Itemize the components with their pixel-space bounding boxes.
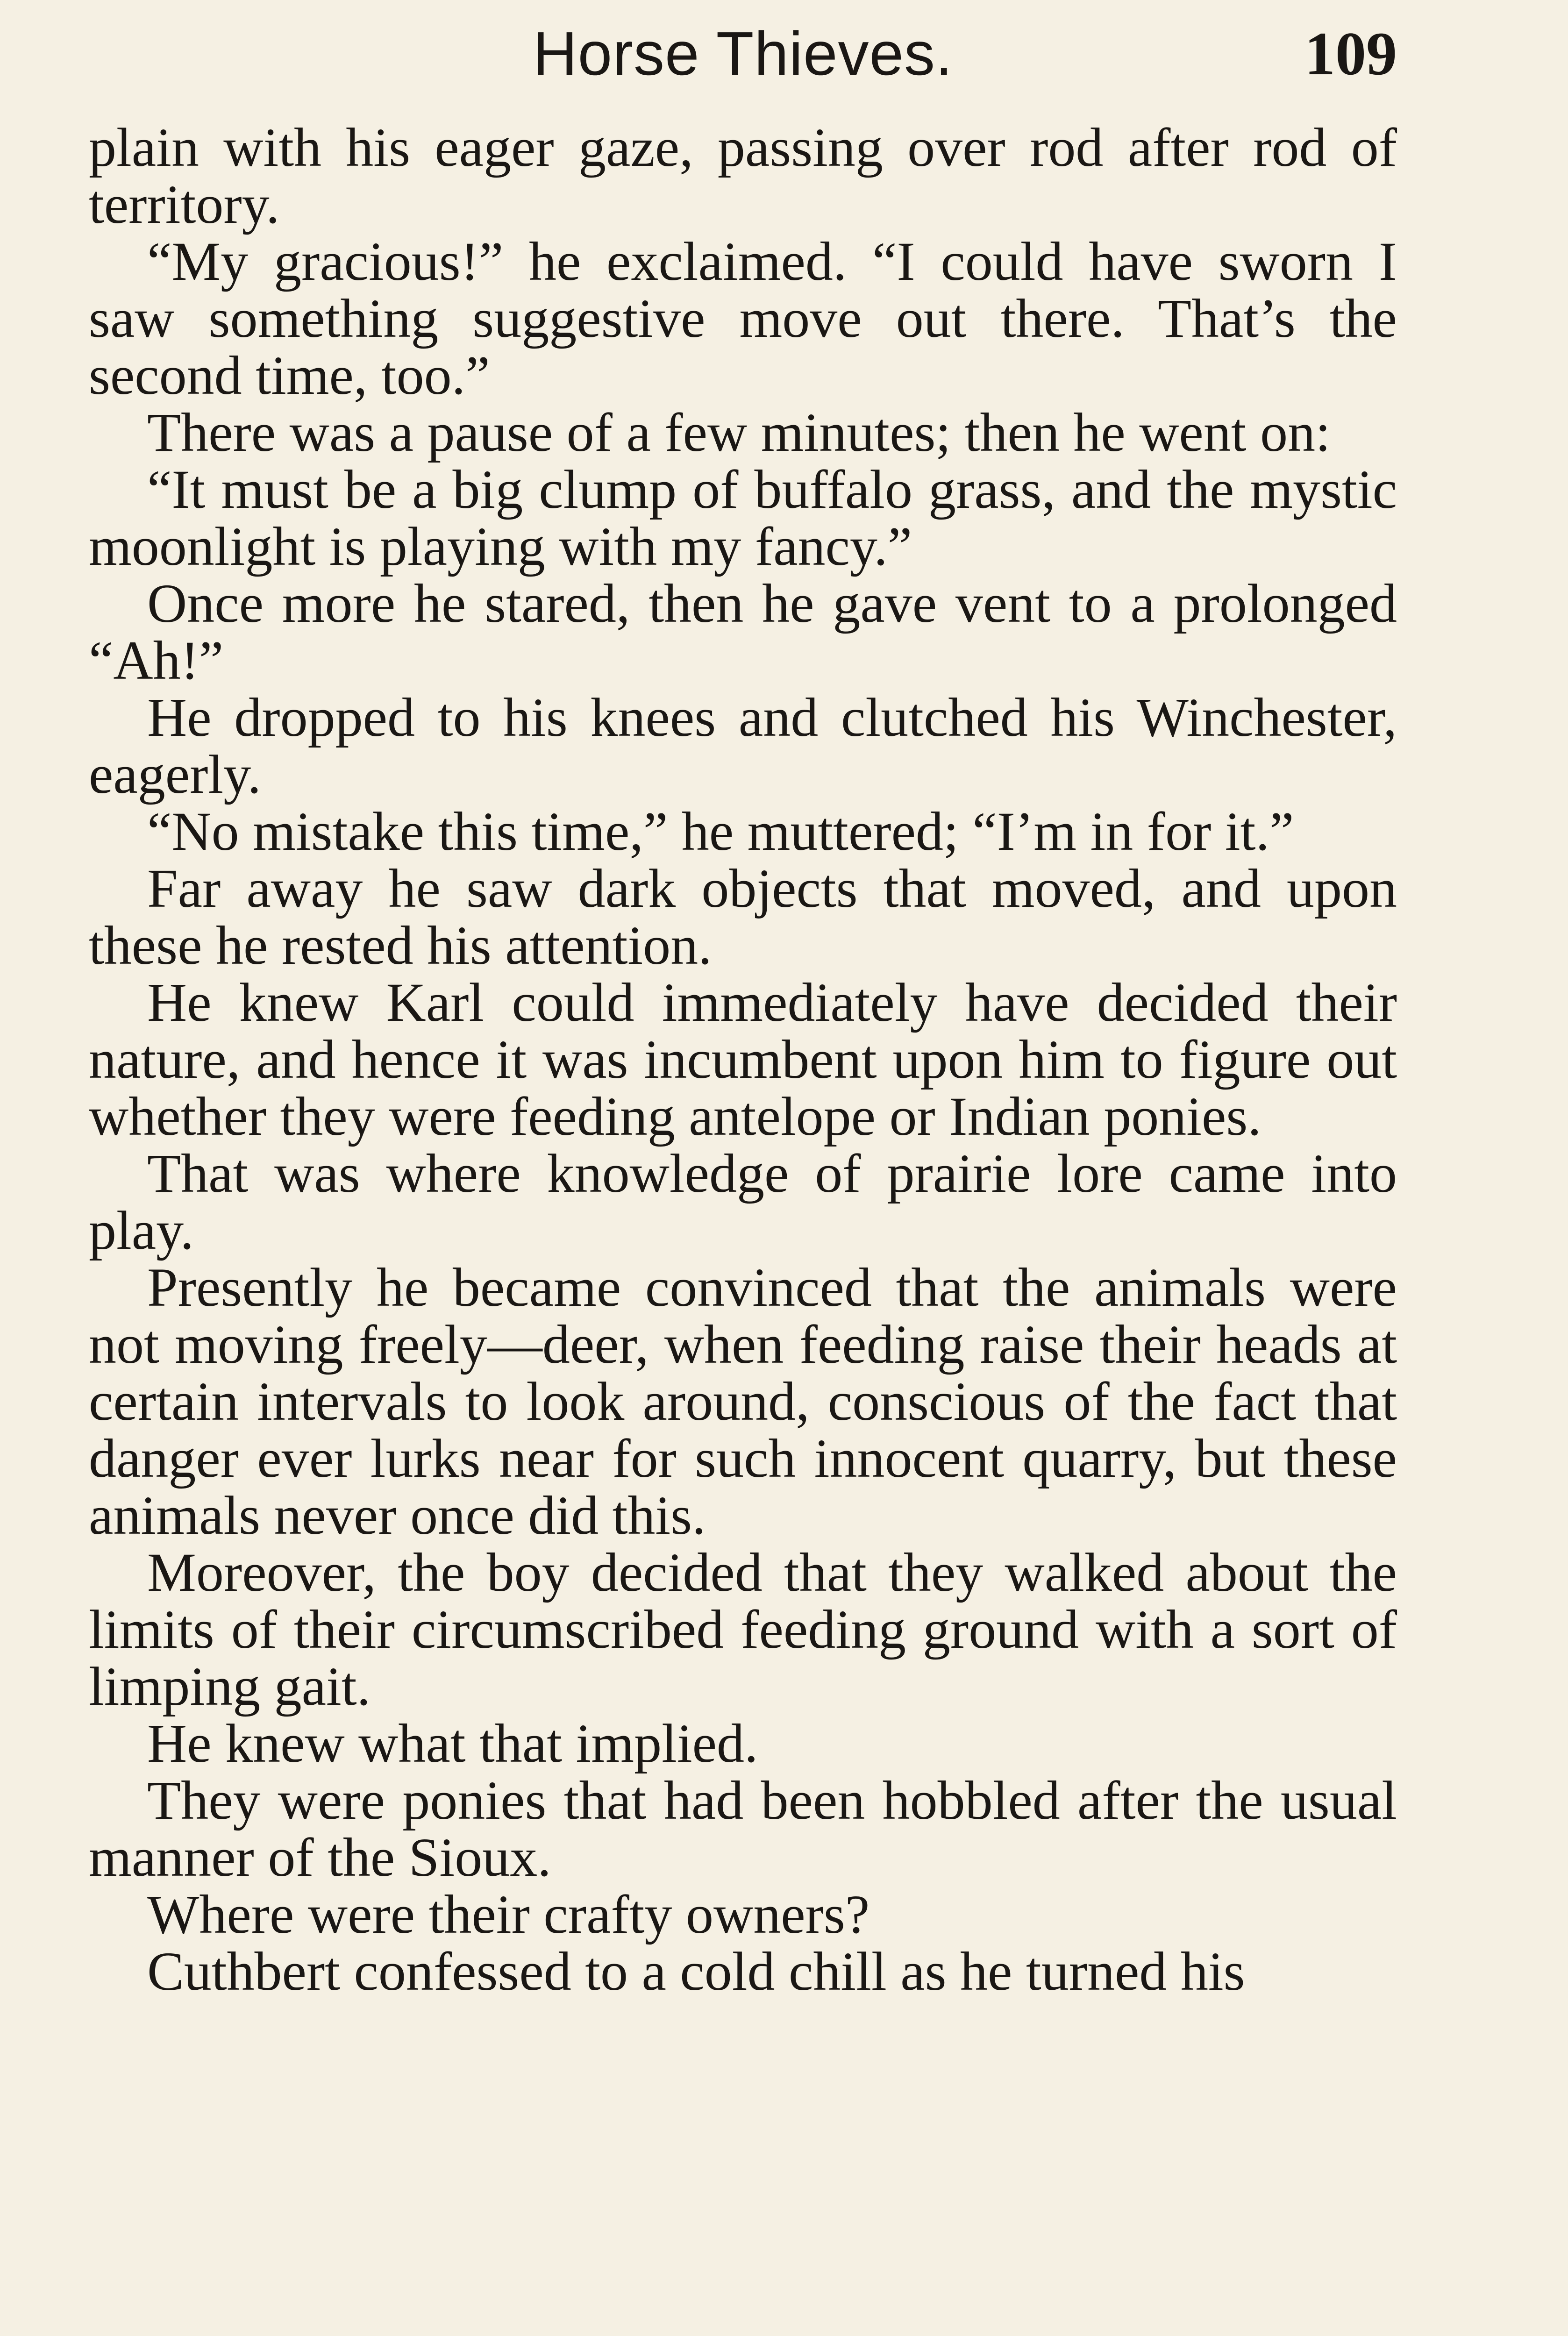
paragraph: He dropped to his knees and clutched his Winchester, eagerly. <box>89 687 1397 805</box>
paragraph: He knew Karl could immediately have decided their nature, and hence it was incumbent upon him to figure out whether they were feeding antelope or Indian ponies. <box>89 972 1397 1147</box>
paragraph: That was where knowledge of prairie lore came into play. <box>89 1143 1397 1261</box>
page-number: 109 <box>1304 19 1397 88</box>
paragraph: Once more he stared, then he gave vent to a prolonged “Ah!” <box>89 573 1397 691</box>
paragraph: “My gracious!” he exclaimed. “I could have sworn I saw something suggestive move out there. That’s the second time, too.” <box>89 231 1397 406</box>
paragraph: “No mistake this time,” he muttered; “I’m in for it.” <box>147 801 1294 862</box>
body-text <box>89 119 1397 2000</box>
paragraph: plain with his eager gaze, passing over rod after rod of territory. <box>89 117 1397 235</box>
paragraph: Cuthbert confessed to a cold chill as he turned his <box>147 1941 1245 2002</box>
paragraph: Where were their crafty owners? <box>147 1884 870 1945</box>
paragraph: They were ponies that had been hobbled after the usual manner of the Sioux. <box>89 1770 1397 1888</box>
paragraph: He knew what that implied. <box>147 1713 758 1774</box>
paragraph: There was a pause of a few minutes; then he went on: <box>147 402 1331 463</box>
running-head: Horse Thieves. <box>533 19 953 88</box>
paragraph: Far away he saw dark objects that moved, and upon these he rested his attention. <box>89 858 1397 976</box>
paragraph: “It must be a big clump of buffalo grass, and the mystic moonlight is playing with my fancy.” <box>89 459 1397 577</box>
paragraph: Presently he became convinced that the animals were not moving freely—deer, when feeding raise their heads at certain intervals to look around, conscious of the fact that danger ever lurks near for such innocent quarry, but these animals never once did this. <box>89 1257 1397 1546</box>
page-header <box>89 14 1397 93</box>
paragraph: Moreover, the boy decided that they walked about the limits of their circumscribed feeding ground with a sort of limping gait. <box>89 1542 1397 1717</box>
